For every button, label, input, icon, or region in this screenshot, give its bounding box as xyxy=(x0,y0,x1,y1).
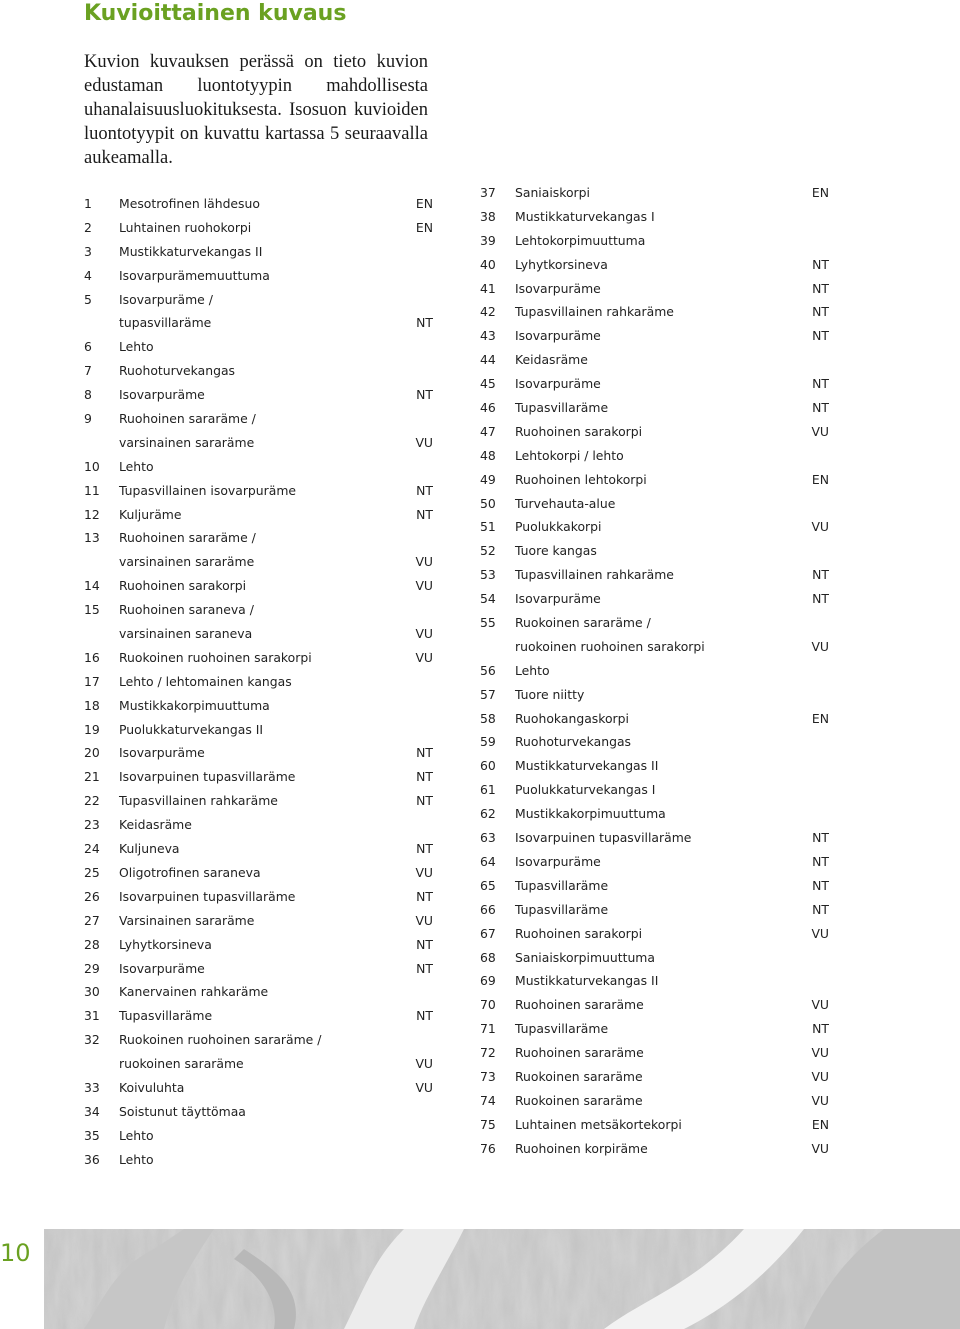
threat-status: VU xyxy=(811,423,829,439)
habitat-row xyxy=(480,1017,832,1041)
habitat-row xyxy=(480,324,832,348)
habitat-name: Isovarpuräme xyxy=(515,853,601,869)
habitat-row xyxy=(84,240,436,264)
habitat-row xyxy=(84,1124,436,1148)
habitat-name: Ruokoinen sararäme / xyxy=(515,615,651,631)
habitat-row xyxy=(84,765,436,789)
habitat-name: Mesotrofinen lähdesuo xyxy=(119,196,260,211)
habitat-row xyxy=(84,574,436,598)
habitat-number: 69 xyxy=(480,973,496,989)
habitat-number: 63 xyxy=(480,830,496,846)
habitat-row xyxy=(84,216,436,240)
habitat-row xyxy=(480,205,832,229)
habitat-number: 15 xyxy=(84,602,100,618)
habitat-number: 55 xyxy=(480,615,496,631)
threat-status: EN xyxy=(811,1116,829,1132)
habitat-row xyxy=(84,526,436,550)
habitat-name: Tupasvillaräme xyxy=(119,1008,213,1024)
habitat-row xyxy=(480,277,832,301)
habitat-row xyxy=(84,670,436,694)
threat-status: NT xyxy=(416,506,433,522)
habitat-name: Puolukkaturvekangas II xyxy=(119,721,264,737)
habitat-row xyxy=(84,957,436,981)
threat-status: VU xyxy=(415,912,433,928)
habitat-number: 33 xyxy=(84,1079,100,1095)
page-heading: Kuvioittainen kuvaus xyxy=(84,1,347,26)
habitat-name: Kuljuräme xyxy=(119,506,182,522)
threat-status: EN xyxy=(415,219,433,235)
habitat-name: Tupasvillainen rahkaräme xyxy=(515,304,674,320)
threat-status: NT xyxy=(416,936,433,952)
habitat-row xyxy=(84,1004,436,1028)
habitat-number: 41 xyxy=(480,280,496,296)
habitat-name: Ruohoturvekangas xyxy=(515,734,631,750)
threat-status: VU xyxy=(415,649,433,665)
habitat-number: 45 xyxy=(480,376,496,392)
habitat-name: Isovarpuräme xyxy=(515,328,601,344)
habitat-row xyxy=(84,1028,436,1052)
habitat-name: Lehtokorpi / lehto xyxy=(515,447,624,463)
habitat-name: varsinainen sararäme xyxy=(119,554,255,570)
habitat-row xyxy=(480,1065,832,1089)
habitat-number: 50 xyxy=(480,495,496,511)
intro-paragraph: Kuvion kuvauksen perässä on tieto kuvion edustaman luontotyypin mahdollisesta uhanalaisuusluokituksesta. Isosuon kuvioiden luontotyypit on kuvattu kartassa 5 seuraavalla aukeamalla. xyxy=(84,52,428,168)
threat-status: NT xyxy=(812,901,829,917)
habitat-row xyxy=(84,383,436,407)
habitat-number: 47 xyxy=(480,423,496,439)
habitat-row xyxy=(84,622,436,646)
habitat-name: Kanervainen rahkaräme xyxy=(119,984,269,1000)
habitat-number: 70 xyxy=(480,997,496,1013)
threat-status: NT xyxy=(812,280,829,296)
habitat-number: 14 xyxy=(84,578,100,594)
habitat-row xyxy=(84,1148,436,1172)
habitat-row xyxy=(480,730,832,754)
habitat-row xyxy=(480,539,832,563)
threat-status: VU xyxy=(415,434,433,450)
habitat-name: Isovarpuräme xyxy=(515,280,601,296)
habitat-number: 44 xyxy=(480,352,496,368)
habitat-row xyxy=(480,444,832,468)
habitat-name: Saniaiskorpi xyxy=(515,185,590,200)
habitat-number: 71 xyxy=(480,1021,496,1037)
habitat-row xyxy=(480,946,832,970)
habitat-name: Ruohoinen sarakorpi xyxy=(119,578,247,594)
habitat-number: 42 xyxy=(480,304,496,320)
habitat-row xyxy=(84,455,436,479)
habitat-number: 8 xyxy=(84,387,92,403)
habitat-number: 26 xyxy=(84,888,100,904)
threat-status: NT xyxy=(812,256,829,272)
habitat-row xyxy=(480,659,832,683)
habitat-number: 2 xyxy=(84,219,92,235)
tree-bark-photo xyxy=(44,1229,960,1329)
habitat-name: Ruohoinen lehtokorpi xyxy=(515,471,647,487)
habitat-name: Ruohoinen sararäme xyxy=(515,997,644,1013)
habitat-row xyxy=(480,587,832,611)
habitat-name: Luhtainen ruohokorpi xyxy=(119,219,252,235)
habitat-row xyxy=(84,288,436,312)
habitat-name: ruokoinen sararäme xyxy=(119,1056,244,1072)
habitat-name: Lehto xyxy=(119,1127,154,1143)
habitat-name: Keidasräme xyxy=(515,352,588,368)
habitat-name: Tupasvillaräme xyxy=(515,901,609,917)
habitat-name: Isovarpuräme / xyxy=(119,291,213,307)
habitat-name: Tupasvillaräme xyxy=(515,1021,609,1037)
habitat-name: Isovarpurämemuuttuma xyxy=(119,267,270,283)
habitat-number: 68 xyxy=(480,949,496,965)
page-number: 10 xyxy=(0,1239,31,1267)
habitat-row xyxy=(84,718,436,742)
habitat-number: 65 xyxy=(480,877,496,893)
habitat-row xyxy=(84,933,436,957)
habitat-row xyxy=(84,264,436,288)
habitat-row xyxy=(480,253,832,277)
habitat-number: 32 xyxy=(84,1032,100,1048)
habitat-row xyxy=(480,850,832,874)
habitat-name: Isovarpuräme xyxy=(515,376,601,392)
habitat-number: 64 xyxy=(480,853,496,869)
habitat-row xyxy=(480,611,832,635)
habitat-number: 4 xyxy=(84,267,92,283)
habitat-number: 62 xyxy=(480,806,496,822)
habitat-number: 43 xyxy=(480,328,496,344)
habitat-number: 24 xyxy=(84,841,100,857)
habitat-number: 52 xyxy=(480,543,496,559)
habitat-row xyxy=(84,980,436,1004)
habitat-number: 30 xyxy=(84,984,100,1000)
habitat-number: 60 xyxy=(480,758,496,774)
habitat-number: 16 xyxy=(84,649,100,665)
habitat-row xyxy=(480,993,832,1017)
habitat-row xyxy=(480,372,832,396)
habitat-name: Ruohoinen sararäme / xyxy=(119,411,256,427)
habitat-number: 7 xyxy=(84,363,92,379)
habitat-row xyxy=(84,431,436,455)
habitat-name: Isovarpuinen tupasvillaräme xyxy=(515,830,692,846)
habitat-name: Isovarpuräme xyxy=(119,960,205,976)
habitat-number: 18 xyxy=(84,697,100,713)
habitat-row xyxy=(480,778,832,802)
habitat-number: 27 xyxy=(84,912,100,928)
habitat-name: Isovarpuinen tupasvillaräme xyxy=(119,769,296,785)
habitat-name: ruokoinen ruohoinen sarakorpi xyxy=(515,638,705,654)
habitat-name: Ruohoinen sararäme / xyxy=(119,530,256,546)
habitat-name: Koivuluhta xyxy=(119,1079,185,1095)
habitat-name: Lyhytkorsineva xyxy=(515,256,608,272)
threat-status: NT xyxy=(416,960,433,976)
threat-status: NT xyxy=(416,769,433,785)
habitat-row xyxy=(84,646,436,670)
habitat-row xyxy=(480,492,832,516)
habitat-number: 48 xyxy=(480,447,496,463)
habitat-row xyxy=(84,311,436,335)
threat-status: NT xyxy=(416,315,433,331)
habitat-row xyxy=(84,813,436,837)
habitat-list-right xyxy=(480,181,832,1161)
threat-status: EN xyxy=(811,185,829,200)
threat-status: EN xyxy=(811,710,829,726)
habitat-row xyxy=(84,789,436,813)
habitat-name: Ruohoinen saraneva / xyxy=(119,602,254,618)
habitat-row xyxy=(84,1052,436,1076)
habitat-name: varsinainen sararäme xyxy=(119,434,255,450)
habitat-name: Lehto xyxy=(119,339,154,355)
habitat-name: Ruokoinen sararäme xyxy=(515,1092,643,1108)
habitat-row xyxy=(84,359,436,383)
habitat-row xyxy=(84,479,436,503)
threat-status: NT xyxy=(812,328,829,344)
threat-status: NT xyxy=(416,1008,433,1024)
habitat-number: 75 xyxy=(480,1116,496,1132)
habitat-name: Lyhytkorsineva xyxy=(119,936,212,952)
habitat-name: Kuljuneva xyxy=(119,841,180,857)
habitat-row xyxy=(480,922,832,946)
habitat-name: Tupasvillainen rahkaräme xyxy=(119,793,278,809)
habitat-name: Tupasvillaräme xyxy=(515,400,609,416)
habitat-row xyxy=(480,1113,832,1137)
habitat-name: Ruohoinen korpiräme xyxy=(515,1140,648,1156)
habitat-name: tupasvillaräme xyxy=(119,315,212,331)
threat-status: VU xyxy=(811,925,829,941)
habitat-row xyxy=(480,468,832,492)
habitat-row xyxy=(480,1137,832,1161)
habitat-number: 21 xyxy=(84,769,100,785)
habitat-name: Lehto / lehtomainen kangas xyxy=(119,673,292,689)
habitat-name: Tupasvillainen rahkaräme xyxy=(515,567,674,583)
habitat-name: Keidasräme xyxy=(119,817,192,833)
habitat-number: 51 xyxy=(480,519,496,535)
threat-status: VU xyxy=(811,519,829,535)
habitat-name: Mustikkakorpimuuttuma xyxy=(119,697,270,713)
threat-status: NT xyxy=(416,793,433,809)
threat-status: VU xyxy=(811,1045,829,1061)
habitat-number: 66 xyxy=(480,901,496,917)
habitat-row xyxy=(480,707,832,731)
habitat-name: Turvehauta-alue xyxy=(515,495,616,511)
habitat-row xyxy=(84,909,436,933)
threat-status: NT xyxy=(416,482,433,498)
threat-status: VU xyxy=(811,1140,829,1156)
habitat-number: 6 xyxy=(84,339,92,355)
threat-status: NT xyxy=(812,591,829,607)
habitat-name: Lehto xyxy=(515,662,550,678)
habitat-row xyxy=(480,420,832,444)
habitat-row xyxy=(84,503,436,527)
habitat-name: Mustikkaturvekangas I xyxy=(515,208,655,224)
habitat-name: Isovarpuräme xyxy=(119,745,205,761)
habitat-number: 39 xyxy=(480,232,496,248)
habitat-name: Mustikkaturvekangas II xyxy=(515,973,659,989)
habitat-name: Lehto xyxy=(119,458,154,474)
habitat-number: 74 xyxy=(480,1092,496,1108)
threat-status: VU xyxy=(415,626,433,642)
habitat-name: varsinainen saraneva xyxy=(119,626,253,642)
threat-status: NT xyxy=(812,400,829,416)
habitat-name: Ruohoinen sarakorpi xyxy=(515,925,643,941)
habitat-row xyxy=(84,1076,436,1100)
threat-status: VU xyxy=(811,638,829,654)
habitat-number: 12 xyxy=(84,506,100,522)
threat-status: NT xyxy=(812,376,829,392)
habitat-number: 61 xyxy=(480,782,496,798)
habitat-number: 13 xyxy=(84,530,100,546)
habitat-number: 76 xyxy=(480,1140,496,1156)
habitat-row xyxy=(84,407,436,431)
habitat-row xyxy=(480,563,832,587)
habitat-number: 37 xyxy=(480,185,496,200)
habitat-row xyxy=(480,1041,832,1065)
habitat-number: 34 xyxy=(84,1103,100,1119)
habitat-number: 57 xyxy=(480,686,496,702)
habitat-name: Soistunut täyttömaa xyxy=(119,1103,246,1119)
habitat-name: Ruohoinen sarakorpi xyxy=(515,423,643,439)
threat-status: NT xyxy=(416,745,433,761)
habitat-row xyxy=(480,874,832,898)
habitat-row xyxy=(84,192,436,216)
threat-status: EN xyxy=(415,196,433,211)
habitat-name: Oligotrofinen saraneva xyxy=(119,864,261,880)
habitat-row xyxy=(480,802,832,826)
habitat-number: 17 xyxy=(84,673,100,689)
habitat-name: Mustikkaturvekangas II xyxy=(515,758,659,774)
habitat-row xyxy=(84,885,436,909)
habitat-row xyxy=(480,683,832,707)
habitat-name: Mustikkaturvekangas II xyxy=(119,243,263,259)
habitat-row xyxy=(84,741,436,765)
habitat-row xyxy=(480,181,832,205)
habitat-name: Ruokoinen ruohoinen sararäme / xyxy=(119,1032,322,1048)
habitat-number: 53 xyxy=(480,567,496,583)
habitat-row xyxy=(84,550,436,574)
threat-status: VU xyxy=(415,554,433,570)
habitat-number: 20 xyxy=(84,745,100,761)
habitat-row xyxy=(480,1089,832,1113)
habitat-row xyxy=(84,837,436,861)
habitat-row xyxy=(480,348,832,372)
habitat-row xyxy=(84,1100,436,1124)
habitat-row xyxy=(84,694,436,718)
habitat-name: Tupasvillainen isovarpuräme xyxy=(119,482,297,498)
habitat-number: 29 xyxy=(84,960,100,976)
habitat-number: 56 xyxy=(480,662,496,678)
threat-status: EN xyxy=(811,471,829,487)
habitat-row xyxy=(84,598,436,622)
habitat-name: Ruohoturvekangas xyxy=(119,363,235,379)
threat-status: NT xyxy=(812,877,829,893)
habitat-number: 59 xyxy=(480,734,496,750)
habitat-number: 25 xyxy=(84,864,100,880)
habitat-name: Ruokoinen sararäme xyxy=(515,1068,643,1084)
habitat-row xyxy=(480,826,832,850)
habitat-number: 3 xyxy=(84,243,92,259)
habitat-name: Mustikkakorpimuuttuma xyxy=(515,806,666,822)
habitat-name: Ruohoinen sararäme xyxy=(515,1045,644,1061)
habitat-name: Isovarpuinen tupasvillaräme xyxy=(119,888,296,904)
habitat-number: 22 xyxy=(84,793,100,809)
threat-status: VU xyxy=(415,864,433,880)
threat-status: NT xyxy=(812,853,829,869)
habitat-number: 73 xyxy=(480,1068,496,1084)
habitat-number: 5 xyxy=(84,291,92,307)
threat-status: NT xyxy=(812,1021,829,1037)
habitat-name: Ruokoinen ruohoinen sarakorpi xyxy=(119,649,312,665)
threat-status: VU xyxy=(415,578,433,594)
habitat-row xyxy=(84,335,436,359)
habitat-number: 36 xyxy=(84,1151,100,1167)
threat-status: NT xyxy=(812,567,829,583)
habitat-number: 38 xyxy=(480,208,496,224)
threat-status: VU xyxy=(811,1068,829,1084)
threat-status: NT xyxy=(416,387,433,403)
habitat-number: 31 xyxy=(84,1008,100,1024)
habitat-name: Ruohokangaskorpi xyxy=(515,710,629,726)
habitat-row xyxy=(480,515,832,539)
habitat-row xyxy=(84,861,436,885)
habitat-number: 67 xyxy=(480,925,496,941)
habitat-number: 54 xyxy=(480,591,496,607)
habitat-name: Lehto xyxy=(119,1151,154,1167)
threat-status: VU xyxy=(415,1056,433,1072)
habitat-row xyxy=(480,635,832,659)
threat-status: NT xyxy=(416,888,433,904)
habitat-name: Tuore niitty xyxy=(515,686,585,702)
habitat-name: Tupasvillaräme xyxy=(515,877,609,893)
habitat-name: Varsinainen sararäme xyxy=(119,912,255,928)
habitat-number: 72 xyxy=(480,1045,496,1061)
habitat-row xyxy=(480,754,832,778)
habitat-name: Luhtainen metsäkortekorpi xyxy=(515,1116,682,1132)
habitat-name: Isovarpuräme xyxy=(119,387,205,403)
habitat-number: 40 xyxy=(480,256,496,272)
habitat-name: Puolukkakorpi xyxy=(515,519,602,535)
habitat-name: Puolukkaturvekangas I xyxy=(515,782,656,798)
threat-status: VU xyxy=(811,997,829,1013)
threat-status: VU xyxy=(811,1092,829,1108)
habitat-row xyxy=(480,969,832,993)
habitat-name: Saniaiskorpimuuttuma xyxy=(515,949,655,965)
habitat-row xyxy=(480,898,832,922)
habitat-number: 10 xyxy=(84,458,100,474)
habitat-name: Isovarpuräme xyxy=(515,591,601,607)
habitat-number: 23 xyxy=(84,817,100,833)
habitat-number: 9 xyxy=(84,411,92,427)
habitat-number: 58 xyxy=(480,710,496,726)
habitat-number: 28 xyxy=(84,936,100,952)
habitat-number: 1 xyxy=(84,196,92,211)
habitat-row xyxy=(480,229,832,253)
habitat-row xyxy=(480,300,832,324)
habitat-number: 19 xyxy=(84,721,100,737)
habitat-name: Tuore kangas xyxy=(515,543,597,559)
threat-status: NT xyxy=(416,841,433,857)
habitat-number: 35 xyxy=(84,1127,100,1143)
habitat-row xyxy=(480,396,832,420)
habitat-list-left xyxy=(84,192,436,1172)
habitat-name: Lehtokorpimuuttuma xyxy=(515,232,646,248)
habitat-number: 46 xyxy=(480,400,496,416)
habitat-number: 11 xyxy=(84,482,100,498)
threat-status: NT xyxy=(812,830,829,846)
habitat-number: 49 xyxy=(480,471,496,487)
threat-status: VU xyxy=(415,1079,433,1095)
threat-status: NT xyxy=(812,304,829,320)
